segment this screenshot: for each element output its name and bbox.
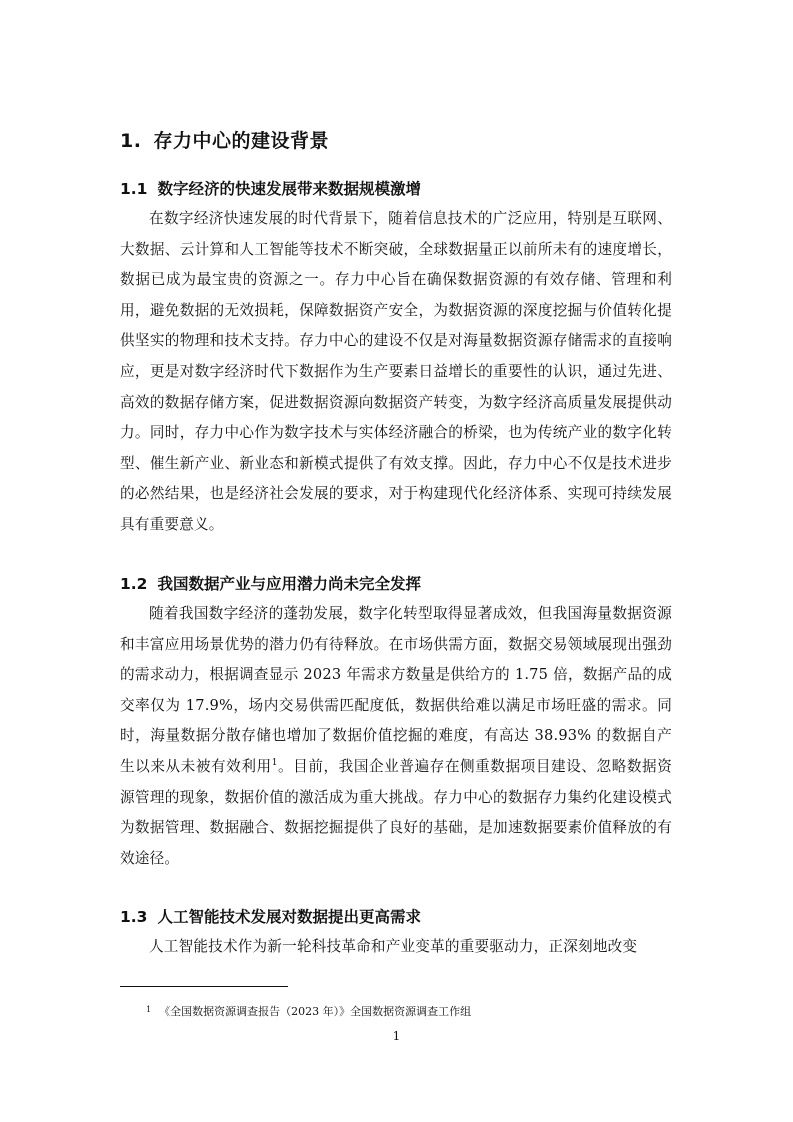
subsection-title: 人工智能技术发展对数据提出更高需求 [157, 908, 421, 926]
subsection-heading-1-1 [120, 177, 421, 199]
subsection-number: 1.1 [120, 180, 148, 198]
section-title: 存力中心的建设背景 [153, 130, 329, 152]
page-number: 1 [392, 1029, 401, 1043]
paragraph-text: 。目前，我国企业普遍存在侧重数据项目建设、忽略数据资源管理的现象，数据价值的激活成为重大挑战。存力中心的数据存力集约化建设模式为数据管理、数据融合、数据挖掘提供了良好的基础，是加速数据要素价值释放的有效途径。 [120, 757, 672, 867]
paragraph-1-3: 人工智能技术作为新一轮科技革命和产业变革的重要驱动力，正深刻地改变 [149, 938, 638, 955]
footnote-divider [120, 986, 288, 987]
subsection-title: 数字经济的快速发展带来数据规模激增 [157, 180, 421, 198]
paragraph-text: 随着我国数字经济的蓬勃发展，数字化转型取得显著成效，但我国海量数据资源和丰富应用场景优势的潜力仍有待释放。在市场供需方面，数据交易领域展现出强劲的需求动力，根据调查显示 2023 年需求方数量是供给方的 1.75 倍，数据产品的成交率仅为 17.9%，场内交易供需匹配度低，数据供给难以满足市场旺盛的需求。同时，海量数据分散存储也增加了数据价值挖掘的难度，有高达 38.93% 的数据自产生以来从未被有效利用 [120, 605, 672, 775]
subsection-number: 1.2 [120, 575, 148, 593]
subsection-heading-1-3 [120, 905, 421, 927]
footnote-mark: 1 [146, 1005, 152, 1014]
footnote [146, 1003, 471, 1019]
section-number: 1. [120, 130, 142, 152]
footnote-text: 《全国数据资源调查报告（2023 年）》全国数据资源调查工作组 [159, 1005, 472, 1018]
paragraph-1-1: 在数字经济快速发展的时代背景下，随着信息技术的广泛应用，特别是互联网、大数据、云计算和人工智能等技术不断突破，全球数据量正以前所未有的速度增长，数据已成为最宝贵的资源之一。存力中心旨在确保数据资源的有效存储、管理和利用，避免数据的无效损耗，保障数据资产安全，为数据资源的深度挖掘与价值转化提供坚实的物理和技术支持。存力中心的建设不仅是对海量数据资源存储需求的直接响应，更是对数字经济时代下数据作为生产要素日益增长的重要性的认识，通过先进、高效的数据存储方案，促进数据资源向数据资产转变，为数字经济高质量发展提供动力。同时，存力中心作为数字技术与实体经济融合的桥梁，也为传统产业的数字化转型、催生新产业、新业态和新模式提供了有效支撑。因此，存力中心不仅是技术进步的必然结果，也是经济社会发展的要求，对于构建现代化经济体系、实现可持续发展具有重要意义。 [120, 210, 672, 533]
subsection-number: 1.3 [120, 908, 148, 926]
paragraph-1-2 [120, 599, 672, 874]
section-heading [120, 126, 329, 153]
footnote-reference[interactable]: 1 [271, 758, 278, 769]
subsection-title: 我国数据产业与应用潜力尚未完全发挥 [157, 575, 421, 593]
subsection-heading-1-2 [120, 572, 421, 594]
